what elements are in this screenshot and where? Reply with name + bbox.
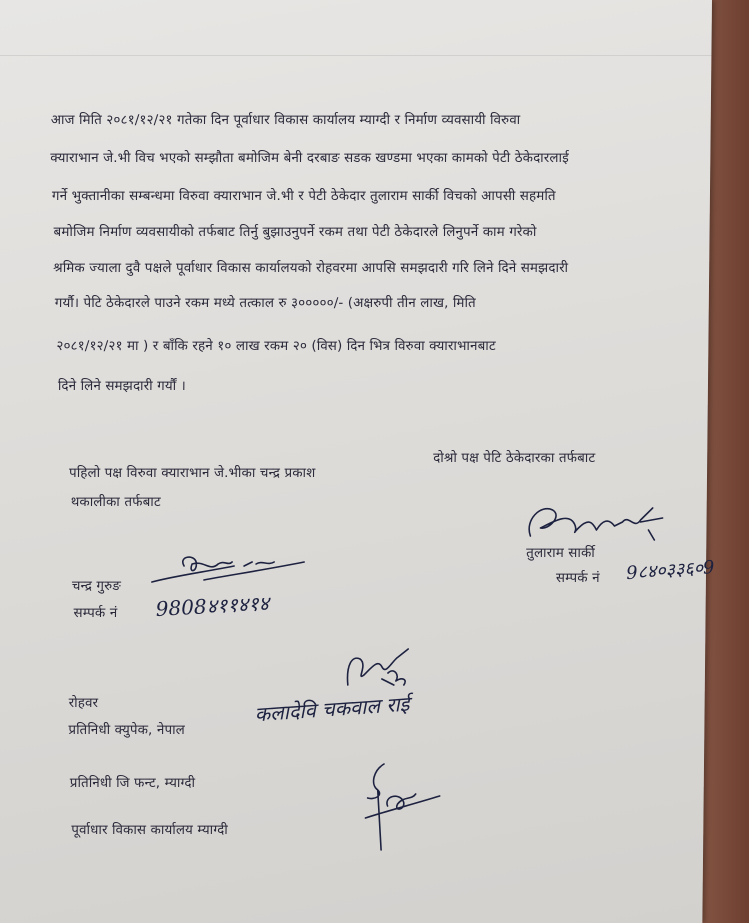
- body-line-8: दिने लिने समझदारी गर्यौं ।: [57, 379, 187, 394]
- first-party-contact-number: 9808४११४१४: [155, 591, 270, 621]
- first-party-contact-label: सम्पर्क नं: [73, 606, 118, 621]
- body-line-3: गर्ने भुक्तानीका सम्बन्धमा विरुवा क्याराभान जे.भी र पेटी ठेकेदार तुलाराम सार्की विचको आपसी सहमति: [51, 189, 556, 204]
- second-party-heading: दोश्रो पक्ष पेटि ठेकेदारका तर्फबाट: [433, 451, 596, 466]
- second-party-name: तुलाराम सार्की: [526, 546, 596, 561]
- witness-rep-gfront: प्रतिनिधी जि फन्ट, म्याग्दी: [69, 776, 196, 791]
- body-line-4: बमोजिम निर्माण व्यवसायीको तर्फबाट तिर्नु बुझाउनुपर्ने रकम तथा पेटी ठेकेदारले लिनुपर्ने काम गरेको: [53, 225, 537, 240]
- second-party-contact-label: सम्पर्क नं: [555, 571, 600, 586]
- body-line-7: २०८१/१२/२१ मा ) र बाँकि रहने १० लाख रकम २० (विस) दिन भित्र विरुवा क्याराभानबाट: [56, 339, 496, 354]
- witness-rep-qupec: प्रतिनिधी क्युपेक, नेपाल: [68, 723, 186, 738]
- witness-office-signature: [343, 760, 454, 870]
- first-party-heading-line-1: पहिलो पक्ष विरुवा क्याराभान जे.भीका चन्द्र प्रकाश: [68, 466, 316, 481]
- body-line-1: आज मिति २०८१/१२/२१ गतेका दिन पूर्वाधार विकास कार्यालय म्याग्दी र निर्माण व्यवसायी विरुवा: [50, 113, 521, 128]
- body-line-6: गर्यौ। पेटि ठेकेदारले पाउने रकम मध्ये तत्काल रु ३०००००/- (अक्षरुपी तीन लाख, मिति: [54, 296, 476, 311]
- body-line-5: श्रमिक ज्याला दुवै पक्षले पूर्वाधार विकास कार्यालयको रोहवरमा आपसि समझदारी गरि लिने दिने समझदारी: [53, 261, 569, 276]
- body-line-2: क्याराभान जे.भी विच भएको सम्झौता बमोजिम बेनी दरबाङ सडक खण्डमा भएका कामको पेटी ठेकेदारलाई: [50, 151, 569, 166]
- first-party-name: चन्द्र गुरुङ: [71, 579, 122, 594]
- first-party-signature: [144, 552, 314, 592]
- witness-heading: रोहवर: [68, 696, 99, 711]
- first-party-heading-line-2: थकालीका तर्फबाट: [70, 495, 161, 510]
- witness-qupec-signature: [338, 645, 429, 695]
- witness-infra-office: पूर्वाधार विकास कार्यालय म्याग्दी: [71, 823, 229, 838]
- witness-rep-qupec-name-handwritten: कलादेवि चकवाल राई: [254, 691, 411, 727]
- second-party-contact-number: 9८४०३३६०9: [625, 556, 716, 585]
- paper-fold-line: [0, 55, 711, 56]
